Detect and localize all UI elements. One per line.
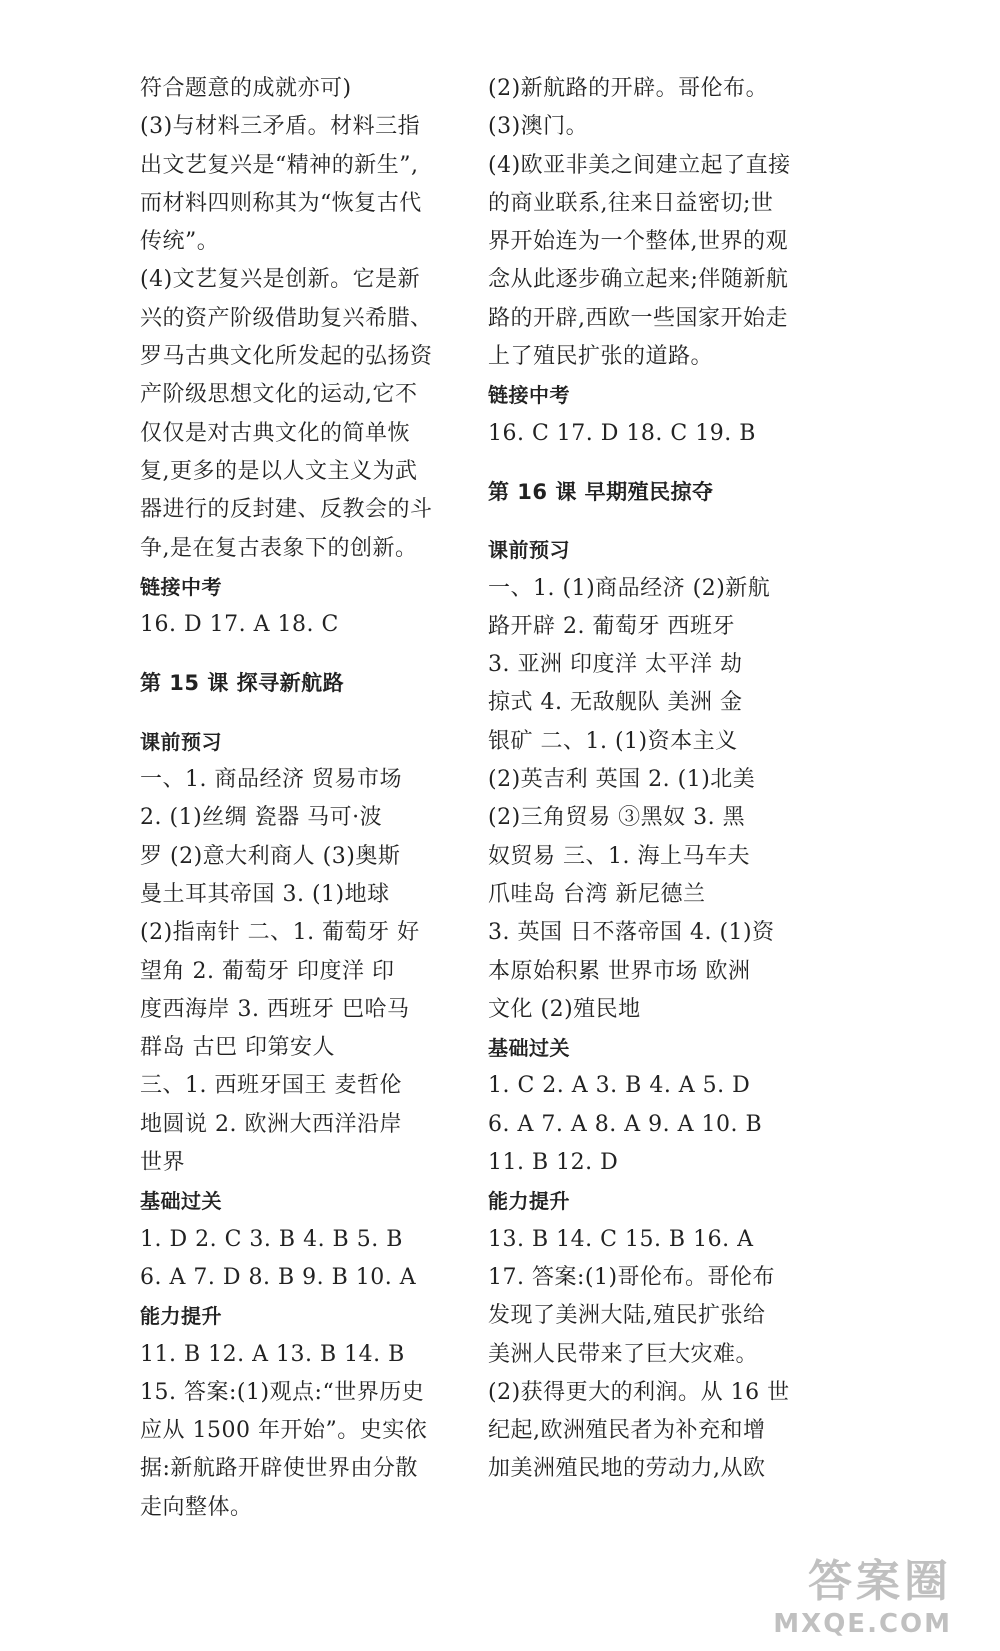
text-line: 据:新航路开辟使世界由分散 — [140, 1456, 418, 1482]
text-line: 走向整体。 — [140, 1494, 253, 1520]
text-line: 上了殖民扩张的道路。 — [488, 344, 714, 370]
text-line: 2. (1)丝绸 瓷器 马可·波 — [140, 805, 383, 831]
watermark-url: MXQE.COM — [773, 1609, 952, 1639]
text-line: 符合题意的成就亦可) — [140, 76, 352, 101]
text-line: 11. B 12. D — [488, 1150, 619, 1176]
text-line: (2)获得更大的利润。从 16 世 — [488, 1379, 790, 1405]
text-line: (4)文艺复兴是创新。它是新 — [140, 267, 421, 293]
text-line: 6. A 7. D 8. B 9. B 10. A — [140, 1264, 417, 1290]
text-line: 3. 亚洲 印度洋 太平洋 劫 — [488, 652, 743, 678]
spacer — [488, 453, 833, 473]
text-line: 美洲人民带来了巨大灾难。 — [488, 1341, 759, 1367]
text-line: 群岛 古巴 印第安人 — [140, 1035, 335, 1061]
text-line: 17. 答案:(1)哥伦布。哥伦布 — [488, 1264, 776, 1290]
text-line: 文化 (2)殖民地 — [488, 996, 641, 1022]
text-line: 产阶级思想文化的运动,它不 — [140, 382, 418, 408]
text-line: 而材料四则称其为“恢复古代 — [140, 190, 422, 216]
text-line: (4)欧亚非美之间建立起了直接 — [488, 152, 791, 178]
text-line: 世界 — [140, 1150, 186, 1176]
lesson-title: 第 15 课 探寻新航路 — [140, 671, 345, 696]
text-line: 仅仅是对古典文化的简单恢 — [140, 420, 411, 446]
text-line: 3. 英国 日不落帝国 4. (1)资 — [488, 920, 775, 946]
text-line: 界开始连为一个整体,世界的观 — [488, 229, 788, 255]
text-line: 16. D 17. A 18. C — [140, 612, 339, 638]
text-line: 曼土耳其帝国 3. (1)地球 — [140, 881, 390, 907]
text-line: 奴贸易 三、1. 海上马车夫 — [488, 843, 750, 869]
spacer — [488, 511, 833, 531]
text-line: 路的开辟,西欧一些国家开始走 — [488, 305, 788, 331]
text-line: 望角 2. 葡萄牙 印度洋 印 — [140, 958, 395, 984]
text-line: 1. C 2. A 3. B 4. A 5. D — [488, 1073, 751, 1099]
text-line: 15. 答案:(1)观点:“世界历史 — [140, 1379, 425, 1405]
text-line: 银矿 二、1. (1)资本主义 — [488, 728, 738, 754]
text-line: 13. B 14. C 15. B 16. A — [488, 1226, 754, 1252]
section-heading: 课前预习 — [140, 729, 222, 754]
text-line: (2)三角贸易 ③黑奴 3. 黑 — [488, 805, 746, 831]
text-line: 出文艺复兴是“精神的新生”, — [140, 152, 419, 178]
text-line: 念从此逐步确立起来;伴随新航 — [488, 267, 789, 293]
text-line: (3)澳门。 — [488, 114, 589, 140]
text-line: 加美洲殖民地的劳动力,从欧 — [488, 1456, 766, 1482]
lesson-title: 第 16 课 早期殖民掠夺 — [488, 479, 714, 504]
text-line: 6. A 7. A 8. A 9. A 10. B — [488, 1111, 763, 1137]
text-line: 16. C 17. D 18. C 19. B — [488, 420, 756, 446]
right-column — [488, 70, 833, 1489]
section-heading: 链接中考 — [488, 383, 570, 408]
text-line: 地圆说 2. 欧洲大西洋沿岸 — [140, 1111, 402, 1137]
text-line: 掠式 4. 无敌舰队 美洲 金 — [488, 690, 743, 716]
text-line: 复,更多的是以人文主义为武 — [140, 458, 418, 484]
section-heading: 链接中考 — [140, 574, 222, 599]
text-line: 11. B 12. A 13. B 14. B — [140, 1341, 405, 1367]
text-line: 一、1. 商品经济 贸易市场 — [140, 767, 402, 793]
text-line: (3)与材料三矛盾。材料三指 — [140, 114, 421, 140]
text-line: 纪起,欧洲殖民者为补充和增 — [488, 1418, 766, 1444]
text-line: 度西海岸 3. 西班牙 巴哈马 — [140, 996, 410, 1022]
section-heading: 基础过关 — [140, 1189, 222, 1214]
spacer — [140, 703, 480, 723]
section-heading: 课前预习 — [488, 538, 570, 563]
text-line: 1. D 2. C 3. B 4. B 5. B — [140, 1226, 403, 1252]
section-heading: 能力提升 — [488, 1189, 570, 1214]
text-line: 应从 1500 年开始”。史实依 — [140, 1418, 428, 1444]
text-line: 的商业联系,往来日益密切;世 — [488, 190, 774, 216]
text-line: 一、1. (1)商品经济 (2)新航 — [488, 575, 771, 601]
text-line: 三、1. 西班牙国王 麦哲伦 — [140, 1073, 402, 1099]
text-line: (2)新航路的开辟。哥伦布。 — [488, 76, 769, 101]
spacer — [140, 644, 480, 664]
text-line: 争,是在复古表象下的创新。 — [140, 535, 418, 561]
text-line: 路开辟 2. 葡萄牙 西班牙 — [488, 613, 735, 639]
text-line: 罗马古典文化所发起的弘扬资 — [140, 344, 433, 370]
watermark-logo — [773, 1545, 952, 1639]
section-heading: 基础过关 — [488, 1036, 570, 1061]
text-line: 发现了美洲大陆,殖民扩张给 — [488, 1303, 766, 1329]
text-line: 传统”。 — [140, 229, 220, 255]
watermark-text: 答案圈 — [808, 1556, 952, 1607]
text-line: 爪哇岛 台湾 新尼德兰 — [488, 881, 706, 907]
text-line: (2)指南针 二、1. 葡萄牙 好 — [140, 920, 420, 946]
text-line: 罗 (2)意大利商人 (3)奥斯 — [140, 843, 401, 869]
left-column — [140, 70, 480, 1527]
text-line: 本原始积累 世界市场 欧洲 — [488, 958, 751, 984]
text-line: 器进行的反封建、反教会的斗 — [140, 497, 433, 523]
text-line: 兴的资产阶级借助复兴希腊、 — [140, 305, 433, 331]
section-heading: 能力提升 — [140, 1304, 222, 1329]
text-line: (2)英吉利 英国 2. (1)北美 — [488, 767, 756, 793]
